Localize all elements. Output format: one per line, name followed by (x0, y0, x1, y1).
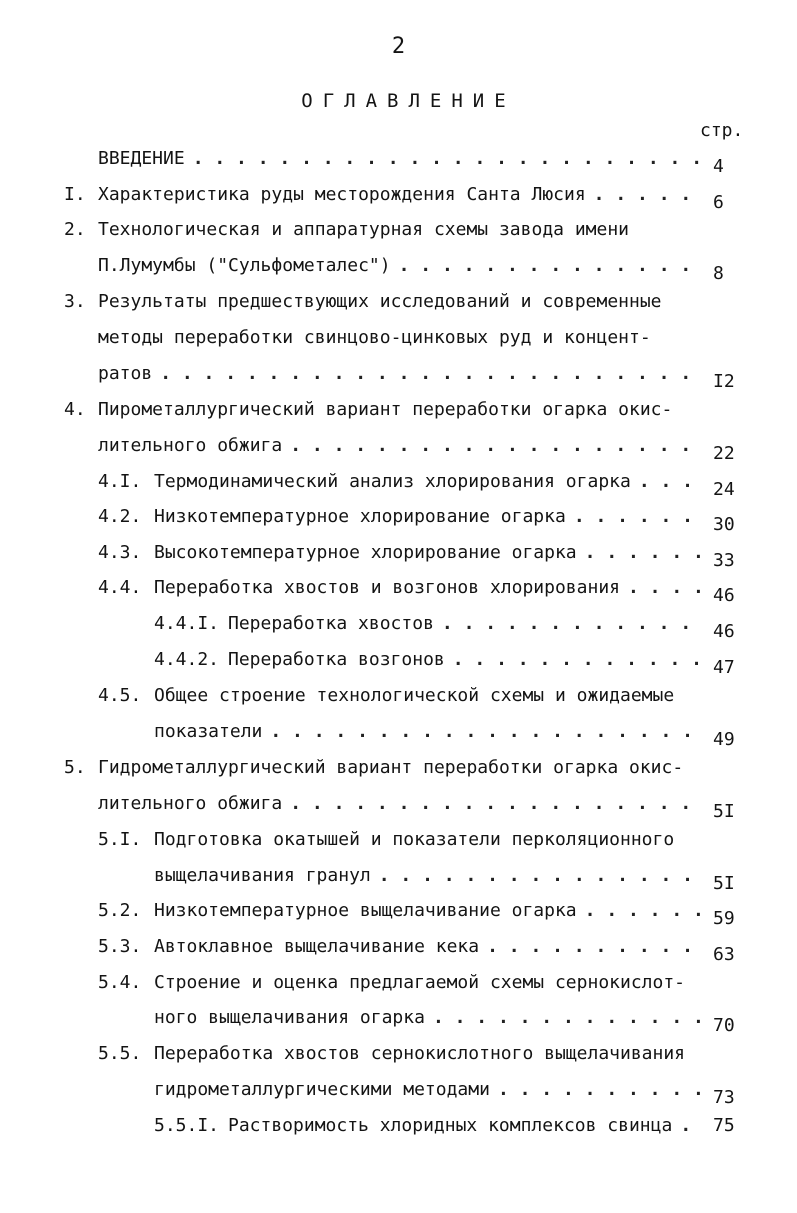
toc-entry-title: Характеристика руды месторождения Санта Люсия (98, 184, 586, 205)
toc-entry-title: Технологическая и аппаратурная схемы завода имени (98, 219, 630, 240)
toc-entry-line (0, 541, 797, 571)
toc-entry-number: 2. (64, 219, 86, 240)
toc-entry-page: 70 (713, 1015, 735, 1036)
toc-entry-title: Переработка хвостов сернокислотного выщелачивания (154, 1043, 686, 1064)
toc-entry-number: 4.4.I. (154, 613, 220, 634)
toc-entry-line (0, 362, 797, 392)
dot-leader (379, 864, 700, 888)
toc-entry-page: 8 (713, 263, 724, 284)
toc-entry-number: 5.3. (98, 936, 142, 957)
toc-entry-title: Растворимость хлоридных комплексов свинца (228, 1115, 673, 1136)
toc-entry-page: 47 (713, 657, 735, 678)
toc-entry-page: 5I (713, 801, 735, 822)
toc-entry-line (0, 1006, 797, 1036)
toc-entry-title: ВВЕДЕНИЕ (98, 148, 185, 169)
toc-entry-title: Низкотемпературное хлорирование огарка (154, 506, 566, 527)
toc-entry-number: I. (64, 184, 86, 205)
toc-entry-number: 5.I. (98, 829, 142, 850)
toc-entry-line (0, 576, 797, 606)
toc-entry-line (0, 147, 797, 177)
toc-entry-page: 6 (713, 192, 724, 213)
toc-entry-title: гидрометаллургическими методами (154, 1079, 490, 1100)
dot-leader (574, 505, 700, 529)
toc-entry-line (0, 183, 797, 213)
page-number: 2 (391, 34, 406, 59)
toc-entry-line (0, 720, 797, 750)
toc-entry-page: 4 (713, 156, 724, 177)
toc-entry-title: ного выщелачивания огарка (154, 1007, 425, 1028)
toc-entry-title: Строение и оценка предлагаемой схемы сернокислот- (154, 972, 686, 993)
dot-leader (680, 1114, 700, 1138)
toc-entry-line (0, 218, 797, 242)
dot-leader (399, 254, 700, 278)
dot-leader (442, 612, 700, 636)
toc-entry-page: 49 (713, 729, 735, 750)
toc-entry-title: Низкотемпературное выщелачивание огарка (154, 900, 577, 921)
dot-leader (290, 434, 700, 458)
toc-entry-number: 5.2. (98, 900, 142, 921)
toc-entry-page: 73 (713, 1087, 735, 1108)
toc-entry-title: Переработка возгонов (228, 649, 445, 670)
toc-entry-page: 30 (713, 514, 735, 535)
toc-entry-number: 3. (64, 291, 86, 312)
toc-entry-title: Гидрометаллургический вариант переработки огарка окис- (98, 757, 684, 778)
dot-leader (160, 362, 700, 386)
toc-entry-page: 63 (713, 944, 735, 965)
dot-leader (585, 541, 700, 565)
toc-entry-line (0, 326, 797, 350)
toc-entry-title: методы переработки свинцово-цинковых руд и концент- (98, 327, 651, 348)
toc-entry-number: 4.4.2. (154, 649, 220, 670)
toc-entry-title: Результаты предшествующих исследований и современные (98, 291, 662, 312)
toc-entry-page: 46 (713, 585, 735, 606)
toc-entry-page: 75 (713, 1115, 735, 1136)
dot-leader (498, 1078, 700, 1102)
toc-entry-title: Переработка хвостов и возгонов хлорирования (154, 577, 620, 598)
dot-leader (433, 1006, 700, 1030)
toc-entry-number: 5. (64, 757, 86, 778)
toc-entry-page: 46 (713, 621, 735, 642)
toc-entry-number: 4.I. (98, 471, 142, 492)
toc-entry-title: выщелачивания гранул (154, 865, 371, 886)
dot-leader (193, 147, 700, 171)
toc-entry-title: Автоклавное выщелачивание кека (154, 936, 480, 957)
toc-entry-line (0, 899, 797, 929)
dot-leader (290, 792, 700, 816)
toc-entry-page: 5I (713, 873, 735, 894)
toc-entry-title: Пирометаллургический вариант переработки огарка окис- (98, 399, 673, 420)
toc-entry-line (0, 684, 797, 708)
toc-entry-number: 4.2. (98, 506, 142, 527)
toc-entry-page: 59 (713, 908, 735, 929)
toc-entry-line (0, 398, 797, 422)
toc-entry-title: Термодинамический анализ хлорирования огарка (154, 471, 631, 492)
dot-leader (270, 720, 700, 744)
toc-entry-title: Общее строение технологической схемы и ожидаемые (154, 685, 675, 706)
toc-entry-line (0, 505, 797, 535)
toc-entry-title: лительного обжига (98, 435, 283, 456)
dot-leader (453, 648, 700, 672)
toc-entry-number: 5.4. (98, 972, 142, 993)
toc-entry-line (0, 1114, 797, 1138)
dot-leader (628, 576, 700, 600)
dot-leader (585, 899, 700, 923)
dot-leader (487, 935, 700, 959)
toc-entry-page: 22 (713, 443, 735, 464)
toc-entry-number: 4. (64, 399, 86, 420)
toc-entry-title: Подготовка окатышей и показатели перколяционного (154, 829, 675, 850)
page-title: ОГЛАВЛЕНИЕ (301, 90, 516, 112)
toc-entry-title: ратов (98, 363, 153, 384)
toc-entry-line (0, 756, 797, 780)
toc-entry-page: 33 (713, 550, 735, 571)
toc-entry-number: 4.4. (98, 577, 142, 598)
toc-entry-line (0, 290, 797, 314)
toc-entry-title: показатели (154, 721, 263, 742)
toc-entry-line (0, 935, 797, 965)
dot-leader (594, 183, 700, 207)
toc-entry-title: лительного обжига (98, 793, 283, 814)
toc-entry-number: 5.5.I. (154, 1115, 220, 1136)
toc-entry-title: П.Лумумбы ("Сульфометалес") (98, 255, 391, 276)
toc-entry-number: 5.5. (98, 1043, 142, 1064)
toc-entry-line (0, 470, 797, 500)
toc-entry-line (0, 434, 797, 464)
toc-entry-line (0, 1078, 797, 1108)
toc-entry-line (0, 254, 797, 284)
toc-entry-line (0, 612, 797, 642)
toc-entry-title: Переработка хвостов (228, 613, 434, 634)
toc-entry-page: I2 (713, 371, 735, 392)
toc-entry-title: Высокотемпературное хлорирование огарка (154, 542, 577, 563)
toc-entry-number: 4.3. (98, 542, 142, 563)
toc-entry-line (0, 971, 797, 995)
toc-entry-line (0, 648, 797, 678)
toc-entry-line (0, 792, 797, 822)
page-column-label: стр. (700, 120, 744, 141)
toc-entry-number: 4.5. (98, 685, 142, 706)
toc-entry-page: 24 (713, 479, 735, 500)
toc-entry-line (0, 864, 797, 894)
toc-entry-line (0, 1042, 797, 1066)
dot-leader (639, 470, 700, 494)
toc-entry-line (0, 828, 797, 852)
